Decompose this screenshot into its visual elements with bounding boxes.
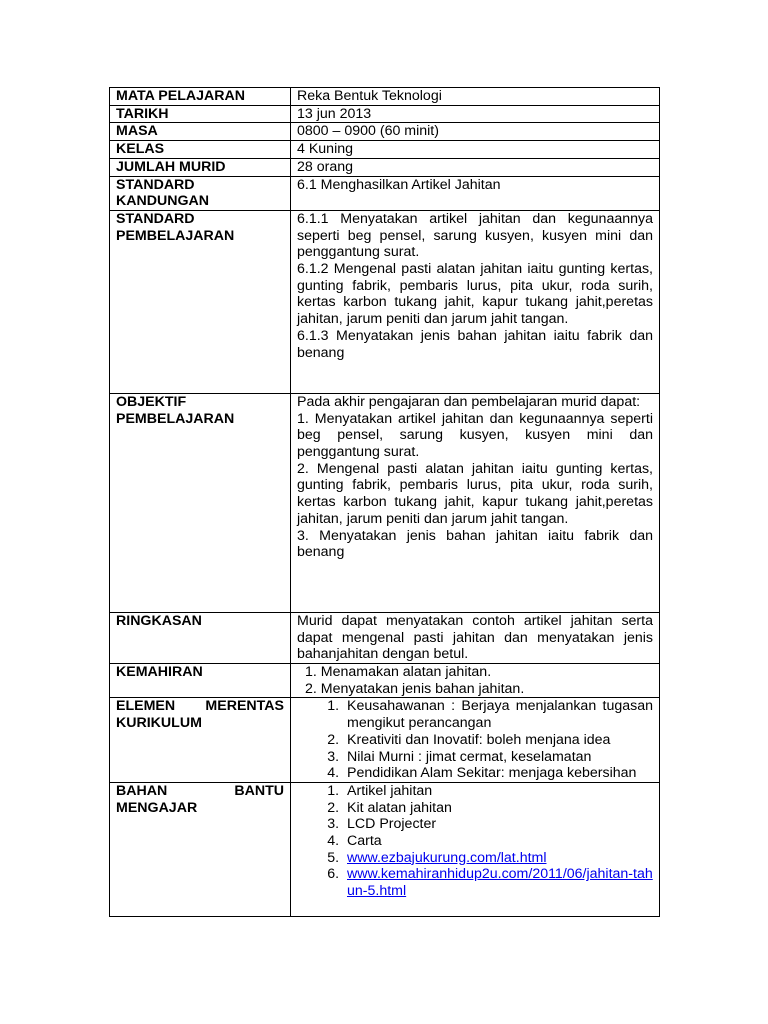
lesson-plan-table — [109, 87, 660, 917]
value-bahan-bantu-mengajar — [291, 782, 660, 916]
label-line: OBJEKTIF — [116, 393, 187, 410]
list-item: 1. Keusahawanan : Berjaya menjalankan tugasan mengikut perancangan — [343, 698, 653, 731]
label-mata-pelajaran: MATA PELAJARAN — [110, 88, 291, 106]
row-ringkasan — [110, 612, 660, 663]
value-objektif-pembelajaran — [291, 393, 660, 612]
value-tarikh: 13 jun 2013 — [291, 105, 660, 123]
row-standard-kandungan — [110, 176, 660, 210]
value-mata-pelajaran: Reka Bentuk Teknologi — [291, 88, 660, 106]
row-objektif-pembelajaran — [110, 393, 660, 612]
label-line: ELEMEN MERENTAS — [116, 698, 284, 715]
bahan-list — [297, 783, 653, 900]
value-elemen-merentas-kurikulum — [291, 698, 660, 783]
label-ringkasan: RINGKASAN — [110, 612, 291, 663]
row-mata-pelajaran — [110, 88, 660, 106]
label-standard-kandungan — [110, 176, 291, 210]
label-masa: MASA — [110, 123, 291, 141]
list-item: 4. Pendidikan Alam Sekitar: menjaga kebersihan — [343, 765, 653, 782]
label-kemahiran: KEMAHIRAN — [110, 664, 291, 698]
row-standard-pembelajaran — [110, 210, 660, 393]
ezbajukurung-link[interactable]: www.ezbajukurung.com/lat.html — [347, 849, 547, 866]
paragraph: 6.1.1 Menyatakan artikel jahitan dan kegunaannya seperti beg pensel, sarung kusyen, kusyen mini dan penggantung surat. — [297, 210, 653, 261]
row-jumlah-murid — [110, 158, 660, 176]
value-jumlah-murid: 28 orang — [291, 158, 660, 176]
label-line: PEMBELAJARAN — [116, 227, 235, 244]
paragraph: 3. Menyatakan jenis bahan jahitan iaitu fabrik dan benang — [297, 527, 653, 561]
label-line: KURIKULUM — [116, 715, 202, 732]
label-tarikh: TARIKH — [110, 105, 291, 123]
paragraph: 6.1.3 Menyatakan jenis bahan jahitan iaitu fabrik dan benang — [297, 327, 653, 361]
list-item: 1. Artikel jahitan — [343, 783, 653, 800]
paragraph: 6.1.2 Mengenal pasti alatan jahitan iaitu gunting kertas, gunting fabrik, pembaris lurus, pita ukur, roda surih, kertas karbon tukang jahit, kapur tukang jahit,peretas jahitan, jarum peniti dan jarum jahit tangan. — [297, 261, 653, 328]
label-standard-pembelajaran — [110, 210, 291, 393]
value-ringkasan: Murid dapat menyatakan contoh artikel jahitan serta dapat mengenal pasti jahitan dan menyatakan jenis bahanjahitan dengan betul. — [291, 612, 660, 663]
label-line: BAHAN BANTU — [116, 782, 284, 799]
value-standard-kandungan: 6.1 Menghasilkan Artikel Jahitan — [291, 176, 660, 210]
value-kelas: 4 Kuning — [291, 141, 660, 159]
paragraph: 1. Menyatakan artikel jahitan dan kegunaannya seperti beg pensel, sarung kusyen, kusyen mini dan penggantung surat. — [297, 410, 653, 461]
row-kemahiran — [110, 664, 660, 698]
paragraph: 2. Mengenal pasti alatan jahitan iaitu gunting kertas, gunting fabrik, pembaris lurus, pita ukur, roda surih, kertas karbon tukang jahit, kapur tukang jahit,peretas jahitan, jarum peniti dan jarum jahit tangan. — [297, 460, 653, 527]
list-item: 3. LCD Projecter — [343, 816, 653, 833]
row-bahan-bantu-mengajar — [110, 782, 660, 916]
list-item: 1. Menamakan alatan jahitan. — [305, 664, 492, 681]
kemahiranhidup-link[interactable]: www.kemahiranhidup2u.com/2011/06/jahitan-tahun-5.html — [347, 866, 653, 900]
label-elemen-merentas-kurikulum — [110, 698, 291, 783]
list-item: 2. Menyatakan jenis bahan jahitan. — [305, 680, 525, 697]
list-item — [343, 850, 653, 867]
label-line: STANDARD — [116, 176, 195, 193]
label-line: MENGAJAR — [116, 799, 198, 816]
row-kelas — [110, 141, 660, 159]
label-kelas: KELAS — [110, 141, 291, 159]
row-masa — [110, 123, 660, 141]
row-elemen-merentas-kurikulum — [110, 698, 660, 783]
list-item: 2. Kreativiti dan Inovatif: boleh menjana idea — [343, 732, 653, 749]
label-bahan-bantu-mengajar — [110, 782, 291, 916]
list-item: 4. Carta — [343, 833, 653, 850]
label-line: STANDARD — [116, 210, 195, 227]
label-objektif-pembelajaran — [110, 393, 291, 612]
value-kemahiran — [291, 664, 660, 698]
paragraph: Pada akhir pengajaran dan pembelajaran murid dapat: — [297, 393, 641, 410]
list-item: 3. Nilai Murni : jimat cermat, keselamatan — [343, 749, 653, 766]
label-line: KANDUNGAN — [116, 193, 210, 210]
value-standard-pembelajaran — [291, 210, 660, 393]
label-jumlah-murid: JUMLAH MURID — [110, 158, 291, 176]
list-item: 2. Kit alatan jahitan — [343, 800, 653, 817]
label-line: PEMBELAJARAN — [116, 410, 235, 427]
value-masa: 0800 – 0900 (60 minit) — [291, 123, 660, 141]
row-tarikh — [110, 105, 660, 123]
list-item — [343, 866, 653, 899]
elemen-list — [297, 698, 653, 782]
